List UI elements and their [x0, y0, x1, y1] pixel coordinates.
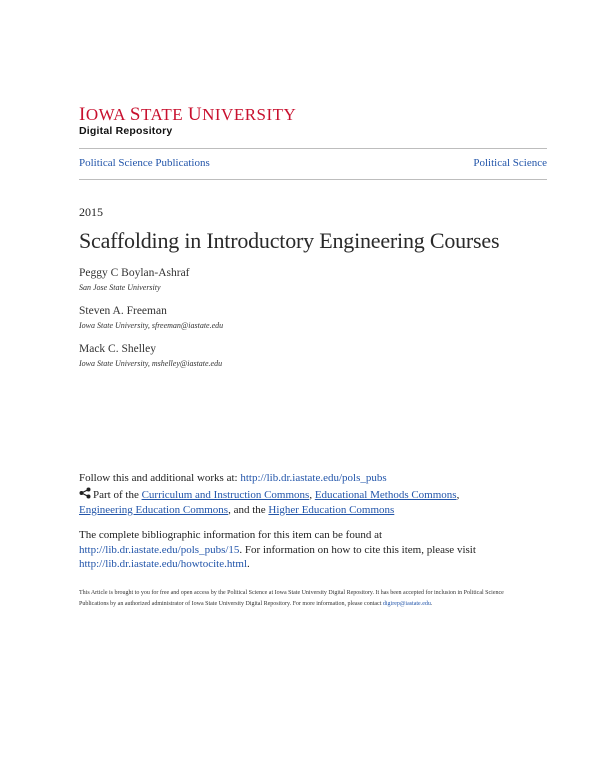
howtocite-link[interactable]: http://lib.dr.iastate.edu/howtocite.html: [79, 558, 248, 570]
curriculum-commons-link[interactable]: Curriculum and Instruction Commons: [141, 489, 310, 501]
author-affiliation: Iowa State University, mshelley@iastate.edu: [79, 359, 223, 368]
biblio-prefix: The complete bibliographic information for this item can be found at: [79, 529, 383, 541]
share-icon: [79, 487, 91, 499]
part-of-line: [79, 487, 499, 517]
biblio-middle: . For information on how to cite this item, please visit: [239, 543, 476, 556]
collection-link[interactable]: Political Science Publications: [79, 157, 210, 169]
author-3: [79, 342, 222, 369]
logo-text-tate: TATE: [140, 105, 188, 124]
follow-prefix: Follow this and additional works at:: [79, 472, 241, 484]
follow-line: [79, 471, 387, 486]
biblio-suffix: .: [247, 558, 250, 570]
author-name: Mack C. Shelley: [79, 343, 156, 355]
article-title: Scaffolding in Introductory Engineering Courses: [79, 228, 500, 253]
access-statement: [79, 588, 519, 609]
iowa-state-logo[interactable]: [79, 106, 296, 137]
engineering-education-commons-link[interactable]: Engineering Education Commons: [79, 503, 229, 516]
educational-methods-commons-link[interactable]: Educational Methods Commons: [314, 489, 457, 501]
bibliographic-info: [79, 528, 499, 572]
contact-email-link[interactable]: digirep@iastate.edu: [382, 600, 431, 607]
author-name: Peggy C Boylan-Ashraf: [79, 267, 190, 279]
header-divider-top: [79, 148, 547, 149]
logo-text-owa: OWA: [85, 105, 130, 124]
logo-text-niversity: NIVERSITY: [202, 105, 297, 124]
footnote-text: This Article is brought to you for free and open access by the Political Science at Iowa State University Digital Repository. It has been accepted for inclusion in Political Science Publications by an authorized administrator of Iowa State University Digital Repository. For more information, please contact: [79, 590, 504, 607]
header-divider-bottom: [79, 179, 547, 180]
logo-letter-i: I: [79, 104, 86, 125]
separator: ,: [456, 489, 460, 501]
separator: ,: [309, 489, 315, 501]
logo-letter-u: U: [187, 104, 203, 125]
higher-education-commons-link[interactable]: Higher Education Commons: [268, 503, 395, 516]
collection-url-link[interactable]: http://lib.dr.iastate.edu/pols_pubs: [240, 472, 387, 484]
logo-digital-repository: Digital Repository: [79, 125, 173, 137]
logo-university-name: [79, 106, 296, 124]
item-url-link[interactable]: http://lib.dr.iastate.edu/pols_pubs/15: [79, 543, 240, 556]
department-link[interactable]: Political Science: [473, 157, 547, 169]
footnote-suffix: .: [430, 600, 433, 607]
author-affiliation: Iowa State University, sfreeman@iastate.edu: [79, 321, 224, 330]
author-1: [79, 266, 190, 293]
author-name: Steven A. Freeman: [79, 305, 167, 317]
logo-letter-s: S: [129, 104, 141, 125]
author-2: [79, 304, 223, 331]
separator: , and the: [228, 503, 269, 516]
author-affiliation: San Jose State University: [79, 283, 161, 292]
part-of-prefix: Part of the: [93, 489, 142, 501]
publication-year: 2015: [79, 205, 103, 219]
